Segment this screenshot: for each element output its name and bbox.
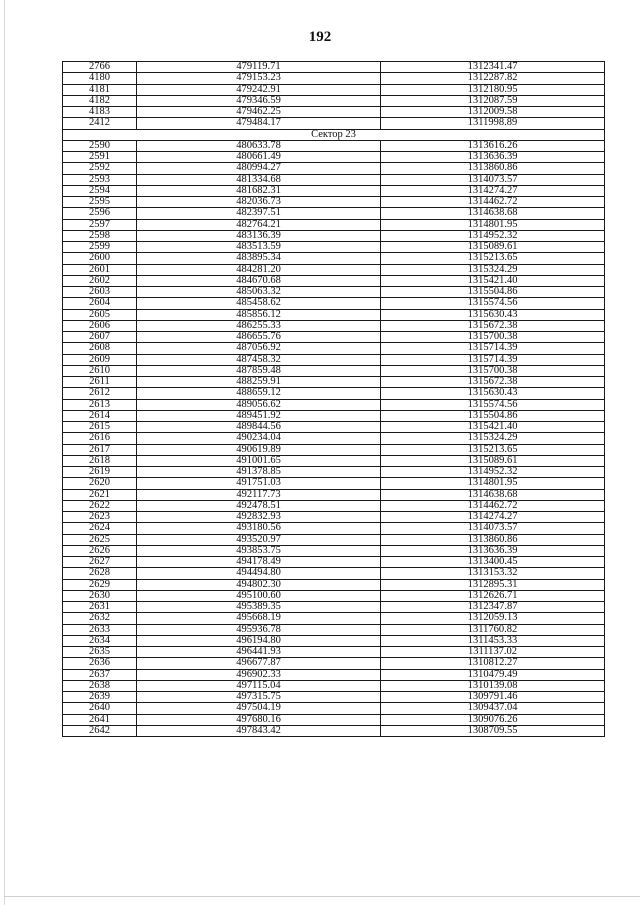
y-coordinate-cell: 1315089.61 <box>381 242 605 253</box>
y-coordinate-cell: 1313153.32 <box>381 568 605 579</box>
point-number-cell: 2633 <box>63 624 137 635</box>
point-number-cell: 2612 <box>63 388 137 399</box>
point-number-cell: 2641 <box>63 714 137 725</box>
table-row <box>63 388 605 399</box>
table-row <box>63 275 605 286</box>
table-row <box>63 264 605 275</box>
x-coordinate-cell: 483136.39 <box>137 230 381 241</box>
page-left-edge <box>4 0 5 905</box>
y-coordinate-cell: 1315421.40 <box>381 275 605 286</box>
table-row <box>63 174 605 185</box>
x-coordinate-cell: 481334.68 <box>137 174 381 185</box>
y-coordinate-cell: 1310479.49 <box>381 669 605 680</box>
table-row <box>63 287 605 298</box>
y-coordinate-cell: 1315213.65 <box>381 444 605 455</box>
page-number: 192 <box>308 29 332 45</box>
point-number-cell: 2617 <box>63 444 137 455</box>
table-row <box>63 680 605 691</box>
x-coordinate-cell: 496194.80 <box>137 635 381 646</box>
table-row <box>63 152 605 163</box>
x-coordinate-cell: 480994.27 <box>137 163 381 174</box>
x-coordinate-cell: 485063.32 <box>137 287 381 298</box>
x-coordinate-cell: 483513.59 <box>137 242 381 253</box>
x-coordinate-cell: 484670.68 <box>137 275 381 286</box>
x-coordinate-cell: 496441.93 <box>137 647 381 658</box>
point-number-cell: 2601 <box>63 264 137 275</box>
table-row <box>63 478 605 489</box>
x-coordinate-cell: 487458.32 <box>137 354 381 365</box>
table-row <box>63 422 605 433</box>
point-number-cell: 2611 <box>63 377 137 388</box>
x-coordinate-cell: 492832.93 <box>137 512 381 523</box>
table-row <box>63 624 605 635</box>
table-row <box>63 557 605 568</box>
sector-title: Сектор 23 <box>63 129 605 140</box>
x-coordinate-cell: 495100.60 <box>137 590 381 601</box>
table-row <box>63 692 605 703</box>
x-coordinate-cell: 484281.20 <box>137 264 381 275</box>
table-row <box>63 219 605 230</box>
y-coordinate-cell: 1314801.95 <box>381 478 605 489</box>
point-number-cell: 2626 <box>63 545 137 556</box>
point-number-cell: 2618 <box>63 455 137 466</box>
y-coordinate-cell: 1314274.27 <box>381 512 605 523</box>
y-coordinate-cell: 1315324.29 <box>381 264 605 275</box>
table-row <box>63 669 605 680</box>
x-coordinate-cell: 497315.75 <box>137 692 381 703</box>
x-coordinate-cell: 495389.35 <box>137 602 381 613</box>
table-row <box>63 208 605 219</box>
table-row <box>63 489 605 500</box>
point-number-cell: 2592 <box>63 163 137 174</box>
table-row <box>63 512 605 523</box>
y-coordinate-cell: 1315630.43 <box>381 309 605 320</box>
y-coordinate-cell: 1315672.38 <box>381 320 605 331</box>
point-number-cell: 2600 <box>63 253 137 264</box>
x-coordinate-cell: 479153.23 <box>137 73 381 84</box>
table-row <box>63 410 605 421</box>
table-row <box>63 107 605 118</box>
x-coordinate-cell: 494802.30 <box>137 579 381 590</box>
point-number-cell: 2603 <box>63 287 137 298</box>
y-coordinate-cell: 1312287.82 <box>381 73 605 84</box>
x-coordinate-cell: 493520.97 <box>137 534 381 545</box>
point-number-cell: 2621 <box>63 489 137 500</box>
point-number-cell: 2624 <box>63 523 137 534</box>
table-row <box>63 602 605 613</box>
x-coordinate-cell: 486255.33 <box>137 320 381 331</box>
y-coordinate-cell: 1314073.57 <box>381 523 605 534</box>
y-coordinate-cell: 1312009.58 <box>381 107 605 118</box>
x-coordinate-cell: 492117.73 <box>137 489 381 500</box>
point-number-cell: 2642 <box>63 725 137 736</box>
point-number-cell: 2637 <box>63 669 137 680</box>
point-number-cell: 2412 <box>63 118 137 129</box>
x-coordinate-cell: 483895.34 <box>137 253 381 264</box>
x-coordinate-cell: 495936.78 <box>137 624 381 635</box>
x-coordinate-cell: 482036.73 <box>137 197 381 208</box>
x-coordinate-cell: 479346.59 <box>137 95 381 106</box>
y-coordinate-cell: 1314801.95 <box>381 219 605 230</box>
x-coordinate-cell: 490234.04 <box>137 433 381 444</box>
y-coordinate-cell: 1315213.65 <box>381 253 605 264</box>
table-row <box>63 309 605 320</box>
table-row <box>63 455 605 466</box>
point-number-cell: 4182 <box>63 95 137 106</box>
table-row <box>63 365 605 376</box>
x-coordinate-cell: 481682.31 <box>137 185 381 196</box>
y-coordinate-cell: 1312180.95 <box>381 84 605 95</box>
y-coordinate-cell: 1313400.45 <box>381 557 605 568</box>
sector-header-row <box>63 129 605 140</box>
coordinates-table <box>62 61 605 737</box>
x-coordinate-cell: 480633.78 <box>137 140 381 151</box>
x-coordinate-cell: 496902.33 <box>137 669 381 680</box>
y-coordinate-cell: 1315421.40 <box>381 422 605 433</box>
y-coordinate-cell: 1309076.26 <box>381 714 605 725</box>
point-number-cell: 2596 <box>63 208 137 219</box>
y-coordinate-cell: 1314952.32 <box>381 230 605 241</box>
point-number-cell: 2628 <box>63 568 137 579</box>
table-row <box>63 197 605 208</box>
y-coordinate-cell: 1315089.61 <box>381 455 605 466</box>
y-coordinate-cell: 1313860.86 <box>381 163 605 174</box>
point-number-cell: 2607 <box>63 332 137 343</box>
y-coordinate-cell: 1313616.26 <box>381 140 605 151</box>
table-row <box>63 377 605 388</box>
y-coordinate-cell: 1315630.43 <box>381 388 605 399</box>
x-coordinate-cell: 487859.48 <box>137 365 381 376</box>
y-coordinate-cell: 1314462.72 <box>381 500 605 511</box>
point-number-cell: 2604 <box>63 298 137 309</box>
table-row <box>63 545 605 556</box>
y-coordinate-cell: 1308709.55 <box>381 725 605 736</box>
x-coordinate-cell: 482764.21 <box>137 219 381 230</box>
y-coordinate-cell: 1315574.56 <box>381 298 605 309</box>
point-number-cell: 2625 <box>63 534 137 545</box>
y-coordinate-cell: 1315504.86 <box>381 410 605 421</box>
point-number-cell: 2634 <box>63 635 137 646</box>
x-coordinate-cell: 479462.25 <box>137 107 381 118</box>
point-number-cell: 2615 <box>63 422 137 433</box>
y-coordinate-cell: 1314274.27 <box>381 185 605 196</box>
y-coordinate-cell: 1314073.57 <box>381 174 605 185</box>
y-coordinate-cell: 1315700.38 <box>381 365 605 376</box>
y-coordinate-cell: 1312087.59 <box>381 95 605 106</box>
point-number-cell: 2635 <box>63 647 137 658</box>
table-row <box>63 320 605 331</box>
table-row <box>63 568 605 579</box>
table-row <box>63 84 605 95</box>
point-number-cell: 2627 <box>63 557 137 568</box>
x-coordinate-cell: 494494.80 <box>137 568 381 579</box>
x-coordinate-cell: 496677.87 <box>137 658 381 669</box>
y-coordinate-cell: 1315714.39 <box>381 343 605 354</box>
table-row <box>63 590 605 601</box>
x-coordinate-cell: 497843.42 <box>137 725 381 736</box>
y-coordinate-cell: 1314462.72 <box>381 197 605 208</box>
table-row <box>63 185 605 196</box>
point-number-cell: 2629 <box>63 579 137 590</box>
y-coordinate-cell: 1315700.38 <box>381 332 605 343</box>
x-coordinate-cell: 488259.91 <box>137 377 381 388</box>
y-coordinate-cell: 1312341.47 <box>381 62 605 73</box>
table-row <box>63 500 605 511</box>
x-coordinate-cell: 489056.62 <box>137 399 381 410</box>
y-coordinate-cell: 1314638.68 <box>381 208 605 219</box>
table-row <box>63 95 605 106</box>
point-number-cell: 4180 <box>63 73 137 84</box>
page-bottom-edge <box>4 896 640 897</box>
x-coordinate-cell: 488659.12 <box>137 388 381 399</box>
y-coordinate-cell: 1311137.02 <box>381 647 605 658</box>
x-coordinate-cell: 487056.92 <box>137 343 381 354</box>
x-coordinate-cell: 497680.16 <box>137 714 381 725</box>
point-number-cell: 2593 <box>63 174 137 185</box>
table-row <box>63 73 605 84</box>
table-row <box>63 635 605 646</box>
y-coordinate-cell: 1313636.39 <box>381 152 605 163</box>
x-coordinate-cell: 479119.71 <box>137 62 381 73</box>
x-coordinate-cell: 497504.19 <box>137 703 381 714</box>
table-row <box>63 298 605 309</box>
table-row <box>63 399 605 410</box>
y-coordinate-cell: 1314638.68 <box>381 489 605 500</box>
y-coordinate-cell: 1312895.31 <box>381 579 605 590</box>
x-coordinate-cell: 494178.49 <box>137 557 381 568</box>
point-number-cell: 2595 <box>63 197 137 208</box>
point-number-cell: 2598 <box>63 230 137 241</box>
x-coordinate-cell: 485458.62 <box>137 298 381 309</box>
point-number-cell: 2602 <box>63 275 137 286</box>
y-coordinate-cell: 1311998.89 <box>381 118 605 129</box>
point-number-cell: 2614 <box>63 410 137 421</box>
table-row <box>63 118 605 129</box>
x-coordinate-cell: 490619.89 <box>137 444 381 455</box>
sector-header-group <box>63 129 605 140</box>
point-number-cell: 4181 <box>63 84 137 95</box>
table-body-after <box>63 140 605 736</box>
point-number-cell: 2594 <box>63 185 137 196</box>
y-coordinate-cell: 1309791.46 <box>381 692 605 703</box>
table-row <box>63 62 605 73</box>
point-number-cell: 2610 <box>63 365 137 376</box>
point-number-cell: 2590 <box>63 140 137 151</box>
y-coordinate-cell: 1315672.38 <box>381 377 605 388</box>
point-number-cell: 2613 <box>63 399 137 410</box>
point-number-cell: 2605 <box>63 309 137 320</box>
point-number-cell: 2597 <box>63 219 137 230</box>
y-coordinate-cell: 1311453.33 <box>381 635 605 646</box>
y-coordinate-cell: 1315574.56 <box>381 399 605 410</box>
point-number-cell: 2636 <box>63 658 137 669</box>
table-body-before <box>63 62 605 130</box>
y-coordinate-cell: 1313636.39 <box>381 545 605 556</box>
table-row <box>63 658 605 669</box>
table-row <box>63 253 605 264</box>
x-coordinate-cell: 489844.56 <box>137 422 381 433</box>
point-number-cell: 2619 <box>63 467 137 478</box>
x-coordinate-cell: 491001.65 <box>137 455 381 466</box>
y-coordinate-cell: 1312626.71 <box>381 590 605 601</box>
point-number-cell: 2599 <box>63 242 137 253</box>
point-number-cell: 2766 <box>63 62 137 73</box>
table-row <box>63 242 605 253</box>
x-coordinate-cell: 485856.12 <box>137 309 381 320</box>
point-number-cell: 2608 <box>63 343 137 354</box>
table-row <box>63 523 605 534</box>
table-row <box>63 647 605 658</box>
table-row <box>63 433 605 444</box>
point-number-cell: 2631 <box>63 602 137 613</box>
x-coordinate-cell: 479484.17 <box>137 118 381 129</box>
y-coordinate-cell: 1315324.29 <box>381 433 605 444</box>
y-coordinate-cell: 1315504.86 <box>381 287 605 298</box>
y-coordinate-cell: 1314952.32 <box>381 467 605 478</box>
y-coordinate-cell: 1313860.86 <box>381 534 605 545</box>
y-coordinate-cell: 1310139.08 <box>381 680 605 691</box>
y-coordinate-cell: 1312347.87 <box>381 602 605 613</box>
y-coordinate-cell: 1315714.39 <box>381 354 605 365</box>
point-number-cell: 2606 <box>63 320 137 331</box>
point-number-cell: 4183 <box>63 107 137 118</box>
x-coordinate-cell: 497115.04 <box>137 680 381 691</box>
y-coordinate-cell: 1309437.04 <box>381 703 605 714</box>
x-coordinate-cell: 479242.91 <box>137 84 381 95</box>
x-coordinate-cell: 492478.51 <box>137 500 381 511</box>
table-row <box>63 332 605 343</box>
x-coordinate-cell: 493180.56 <box>137 523 381 534</box>
y-coordinate-cell: 1311760.82 <box>381 624 605 635</box>
point-number-cell: 2622 <box>63 500 137 511</box>
x-coordinate-cell: 491378.85 <box>137 467 381 478</box>
point-number-cell: 2639 <box>63 692 137 703</box>
table-row <box>63 140 605 151</box>
table-row <box>63 354 605 365</box>
point-number-cell: 2591 <box>63 152 137 163</box>
y-coordinate-cell: 1310812.27 <box>381 658 605 669</box>
table-row <box>63 579 605 590</box>
table-row <box>63 714 605 725</box>
table-row <box>63 725 605 736</box>
point-number-cell: 2609 <box>63 354 137 365</box>
point-number-cell: 2630 <box>63 590 137 601</box>
point-number-cell: 2640 <box>63 703 137 714</box>
table-row <box>63 534 605 545</box>
table-row <box>63 343 605 354</box>
x-coordinate-cell: 486655.76 <box>137 332 381 343</box>
point-number-cell: 2638 <box>63 680 137 691</box>
point-number-cell: 2632 <box>63 613 137 624</box>
table-row <box>63 444 605 455</box>
x-coordinate-cell: 482397.51 <box>137 208 381 219</box>
x-coordinate-cell: 493853.75 <box>137 545 381 556</box>
point-number-cell: 2620 <box>63 478 137 489</box>
x-coordinate-cell: 495668.19 <box>137 613 381 624</box>
x-coordinate-cell: 480661.49 <box>137 152 381 163</box>
table-row <box>63 163 605 174</box>
table-row <box>63 230 605 241</box>
table-row <box>63 613 605 624</box>
point-number-cell: 2616 <box>63 433 137 444</box>
table-row <box>63 467 605 478</box>
y-coordinate-cell: 1312059.13 <box>381 613 605 624</box>
x-coordinate-cell: 489451.92 <box>137 410 381 421</box>
x-coordinate-cell: 491751.03 <box>137 478 381 489</box>
table-row <box>63 703 605 714</box>
point-number-cell: 2623 <box>63 512 137 523</box>
